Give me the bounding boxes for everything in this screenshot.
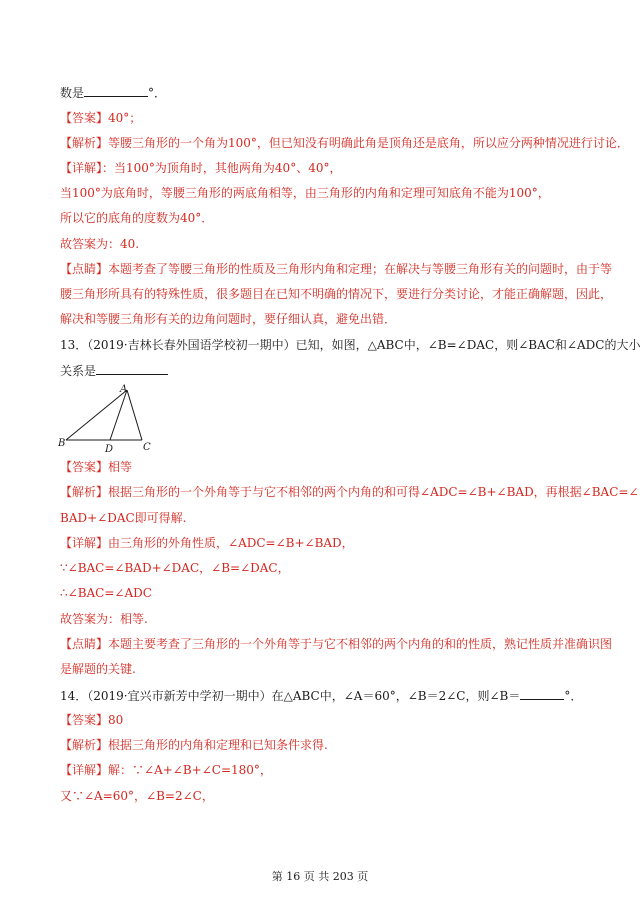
detail-13-line1: 【详解】由三角形的外角性质，∠ADC=∠B+∠BAD， xyxy=(60,536,354,550)
answer-blank xyxy=(84,84,148,97)
question-13-line2: 关系是 xyxy=(60,362,590,379)
detail-12-line2: 当100°为底角时，等腰三角形的两底角相等，由三角形的内角和定理可知底角不能为100°， xyxy=(60,186,550,200)
analysis-13-line1: 【解析】根据三角形的一个外角等于与它不相邻的两个内角的和可得∠ADC=∠B+∠BAD，再根据∠BAC=∠ xyxy=(60,485,639,499)
question-14: 14．（2019·宜兴市新芳中学初一期中）在△ABC中，∠A＝60°，∠B＝2∠C，则∠B＝ °． xyxy=(60,689,583,703)
label-d: D xyxy=(105,444,114,454)
answer-14: 【答案】80 xyxy=(60,713,124,727)
final-answer-13: 故答案为：相等. xyxy=(60,612,148,626)
detail-14: 【详解】解：∵∠A+∠B+∠C=180°， xyxy=(60,763,272,777)
q12-tail-line: 数是 °． xyxy=(60,86,167,100)
analysis-12: 【解析】等腰三角形的一个角为100°，但已知没有明确此角是顶角还是底角，所以应分两种情况进行讨论． xyxy=(60,136,629,150)
final-answer-12: 故答案为：40. xyxy=(60,237,140,251)
comment-12-line1: 【点睛】本题考查了等腰三角形的性质及三角形内角和定理；在解决与等腰三角形有关的问题时，由于等 xyxy=(60,262,613,276)
comment-13-line2: 是解题的关键. xyxy=(60,662,136,676)
triangle-figure xyxy=(58,384,158,454)
detail-13-line2: ∵∠BAC=∠BAD+∠DAC，∠B=∠DAC， xyxy=(60,561,290,575)
comment-12-line2: 腰三角形所具有的特殊性质，很多题目在已知不明确的情况下，要进行分类讨论，才能正确解题，因此， xyxy=(60,287,613,301)
side-ac xyxy=(127,390,142,440)
analysis-14: 【解析】根据三角形的内角和定理和已知条件求得. xyxy=(60,738,328,752)
question-13-line1: 13．（2019·吉林长春外国语学校初一期中）已知，如图，△ABC中，∠B=∠DAC，则∠BAC和∠ADC的大小 xyxy=(60,338,640,352)
detail-12-line3: 所以它的底角的度数为40°． xyxy=(60,211,214,225)
answer-13: 【答案】相等 xyxy=(60,460,133,474)
comment-12-line3: 解决和等腰三角形有关的边角问题时，要仔细认真，避免出错． xyxy=(60,312,397,326)
analysis-13-line2: BAD+∠DAC即可得解. xyxy=(60,511,187,525)
page-footer: 第 16 页 共 203 页 xyxy=(271,870,369,883)
detail-13-line3: ∴∠BAC=∠ADC xyxy=(60,586,152,600)
answer-blank xyxy=(96,362,168,375)
label-a: A xyxy=(120,384,128,395)
answer-12: 【答案】40°； xyxy=(60,111,142,125)
side-ab xyxy=(66,390,127,440)
label-c: C xyxy=(143,442,151,453)
detail-12: 【详解】：当100°为顶角时，其他两角为40°、40°， xyxy=(60,161,342,175)
label-b: B xyxy=(58,438,66,449)
detail-14-line2: 又∵∠A=60°，∠B=2∠C， xyxy=(60,789,214,803)
comment-13-line1: 【点睛】本题主要考查了三角形的一个外角等于与它不相邻的两个内角的和的性质，熟记性质并准确识图 xyxy=(60,637,613,651)
answer-blank xyxy=(520,687,564,700)
